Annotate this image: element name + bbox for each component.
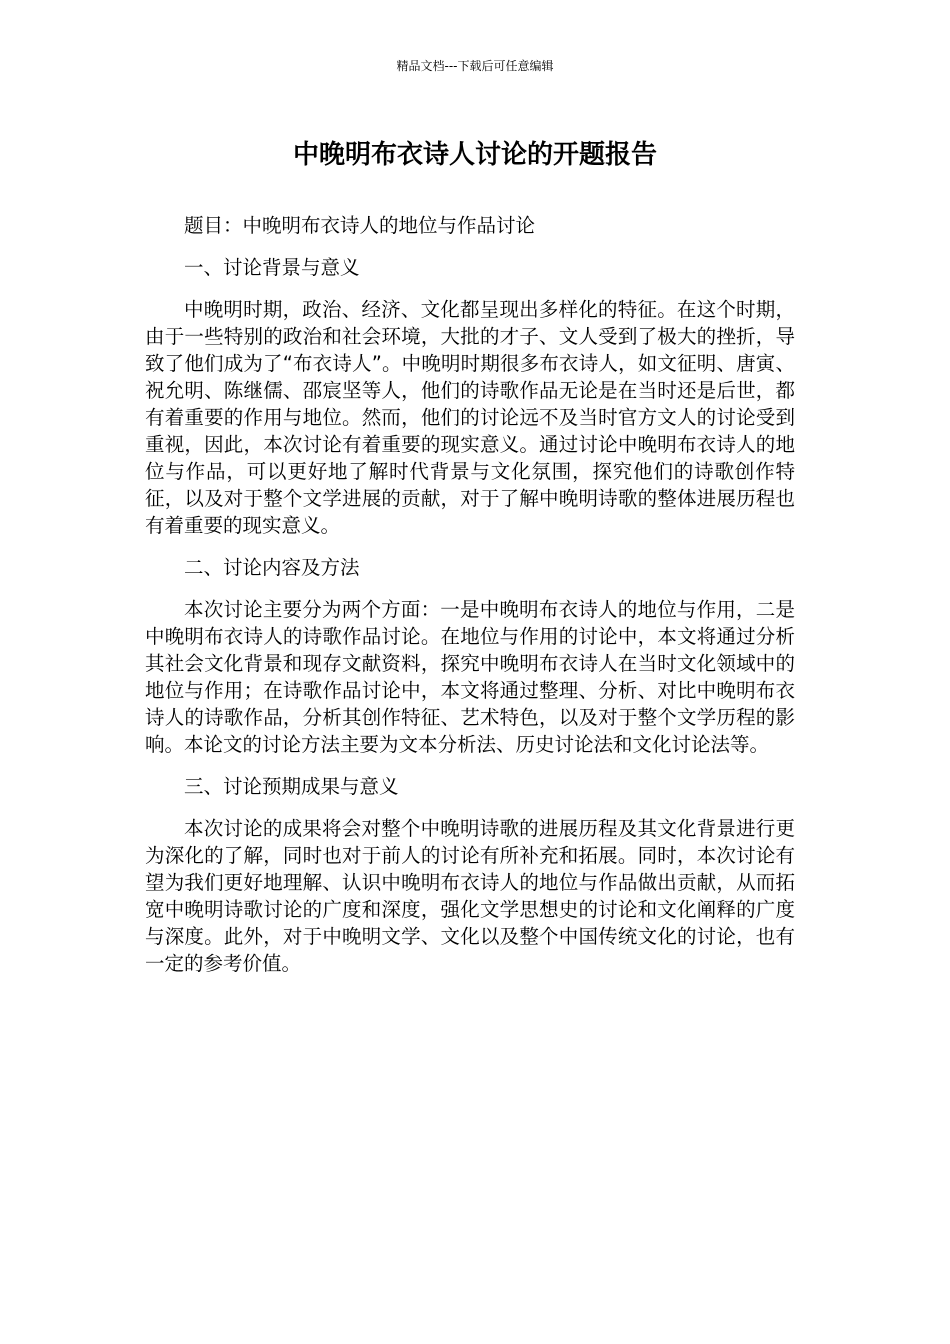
section-heading-outcomes: 三、讨论预期成果与意义 [184,775,399,798]
section-paragraph-methods: 本次讨论主要分为两个方面：一是中晚明布衣诗人的地位与作用，二是中晚明布衣诗人的诗歌作品讨论。在地位与作用的讨论中，本文将通过分析其社会文化背景和现存文献资料，探究中晚明布衣诗人在当时文化领域中的地位与作用；在诗歌作品讨论中，本文将通过整理、分析、对比中晚明布衣诗人的诗歌作品，分析其创作特征、艺术特色，以及对于整个文学历程的影响。本论文的讨论方法主要为文本分析法、历史讨论法和文化讨论法等。 [145,598,795,756]
section-paragraph-outcomes: 本次讨论的成果将会对整个中晚明诗歌的进展历程及其文化背景进行更为深化的了解，同时也对于前人的讨论有所补充和拓展。同时，本次讨论有望为我们更好地理解、认识中晚明布衣诗人的地位与作品做出贡献，从而拓宽中晚明诗歌讨论的广度和深度，强化文学思想史的讨论和文化阐释的广度与深度。此外，对于中晚明文学、文化以及整个中国传统文化的讨论，也有一定的参考价值。 [145,817,795,975]
section-paragraph-background: 中晚明时期，政治、经济、文化都呈现出多样化的特征。在这个时期，由于一些特别的政治和社会环境，大批的才子、文人受到了极大的挫折，导致了他们成为了“布衣诗人”。中晚明时期很多布衣诗人，如文征明、唐寅、祝允明、陈继儒、邵宸坚等人，他们的诗歌作品无论是在当时还是后世，都有着重要的作用与地位。然而，他们的讨论远不及当时官方文人的讨论受到重视，因此，本次讨论有着重要的现实意义。通过讨论中晚明布衣诗人的地位与作品，可以更好地了解时代背景与文化氛围，探究他们的诗歌创作特征，以及对于整个文学进展的贡献，对于了解中晚明诗歌的整体进展历程也有着重要的现实意义。 [145,298,795,537]
section-heading-background: 一、讨论背景与意义 [184,256,360,279]
document-body [145,212,795,992]
section-heading-methods: 二、讨论内容及方法 [184,556,360,579]
subject-line: 题目：中晚明布衣诗人的地位与作品讨论 [184,214,536,237]
document-title: 中晚明布衣诗人讨论的开题报告 [292,140,657,170]
page-header: 精品文档---下载后可任意编辑 [396,59,554,73]
